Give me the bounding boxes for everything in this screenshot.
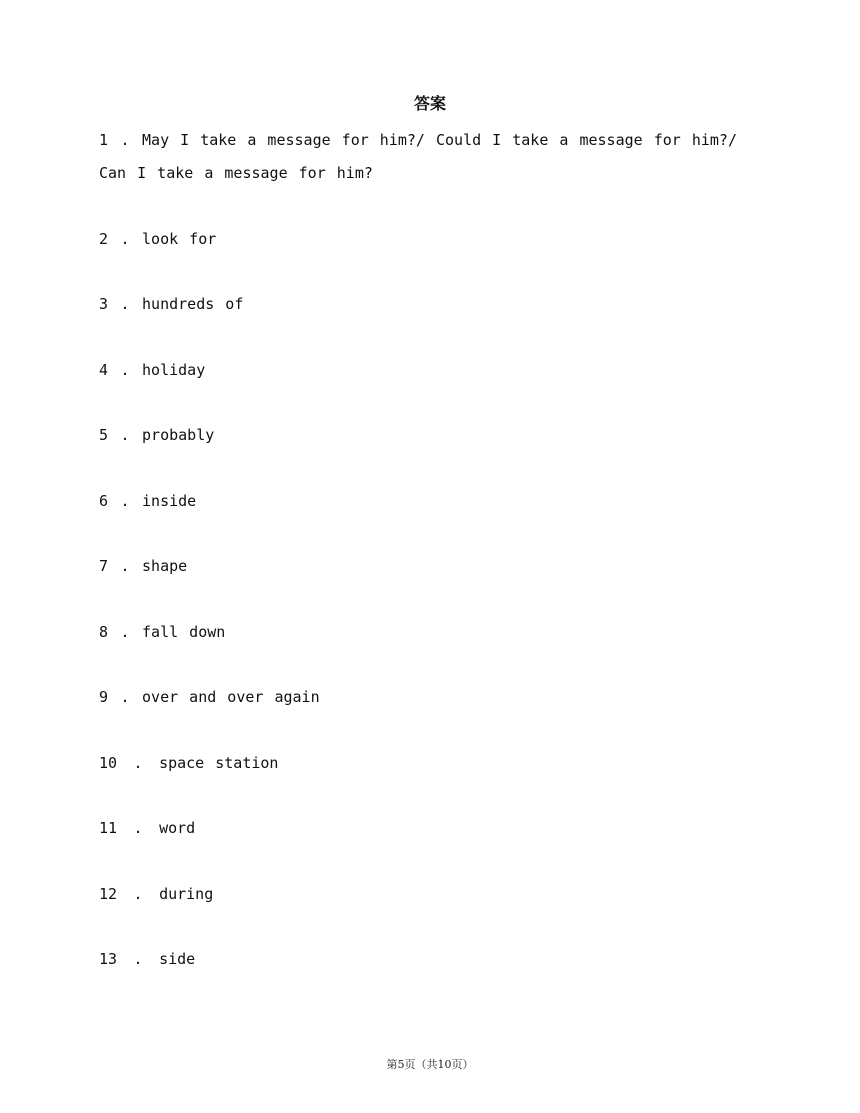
page-footer: 第5页（共10页） [386, 1058, 474, 1071]
answer-text: hundreds of [142, 295, 244, 313]
answer-separator: . [120, 229, 130, 248]
answer-list [99, 124, 739, 1009]
answer-number: 5 [99, 426, 109, 444]
answer-number: 7 [99, 557, 109, 575]
answer-text: over and over again [142, 688, 320, 706]
answer-text: word [159, 819, 196, 837]
answer-item-3 [99, 288, 739, 321]
answer-item-11 [99, 812, 739, 845]
answer-separator: . [133, 950, 143, 968]
answer-separator: . [133, 884, 143, 903]
answer-text: shape [142, 557, 188, 575]
answer-number: 6 [99, 491, 109, 510]
answer-number: 12 [99, 884, 118, 903]
answer-text: holiday [142, 360, 206, 379]
answer-text: May I take a message for him?/ Could I take a message for him?/ Can I take a message for him? [99, 131, 737, 182]
answer-separator: . [133, 819, 143, 837]
answer-separator: . [120, 622, 130, 641]
answer-separator: . [120, 688, 130, 706]
answer-number: 10 [99, 753, 118, 772]
answer-number: 9 [99, 688, 109, 706]
answer-item-10 [99, 747, 739, 780]
answer-text: side [159, 950, 196, 968]
answer-separator: . [120, 426, 130, 444]
answer-item-7 [99, 550, 739, 583]
answer-item-6 [99, 485, 739, 518]
answer-separator: . [120, 131, 130, 149]
answer-number: 8 [99, 622, 109, 641]
answer-text: fall down [142, 622, 226, 641]
answer-item-1 [99, 124, 739, 190]
answer-number: 2 [99, 229, 109, 248]
answer-separator: . [120, 557, 130, 575]
answer-text: inside [142, 491, 197, 510]
answer-text: during [159, 884, 214, 903]
answer-number: 3 [99, 295, 109, 313]
answer-item-4 [99, 354, 739, 387]
answer-separator: . [120, 295, 130, 313]
answer-text: look for [142, 229, 217, 248]
answer-text: probably [142, 426, 215, 444]
answer-number: 1 [99, 131, 109, 149]
answer-number: 4 [99, 360, 109, 379]
page-title: 答案 [413, 94, 446, 113]
answer-number: 11 [99, 819, 118, 837]
answer-item-12 [99, 878, 739, 911]
answer-number: 13 [99, 950, 118, 968]
answer-item-5 [99, 419, 739, 452]
answer-separator: . [133, 753, 143, 772]
answer-item-2 [99, 223, 739, 256]
answer-separator: . [120, 491, 130, 510]
answer-separator: . [120, 360, 130, 379]
answer-item-13 [99, 943, 739, 976]
answer-text: space station [159, 753, 279, 772]
answer-item-9 [99, 681, 739, 714]
answer-item-8 [99, 616, 739, 649]
